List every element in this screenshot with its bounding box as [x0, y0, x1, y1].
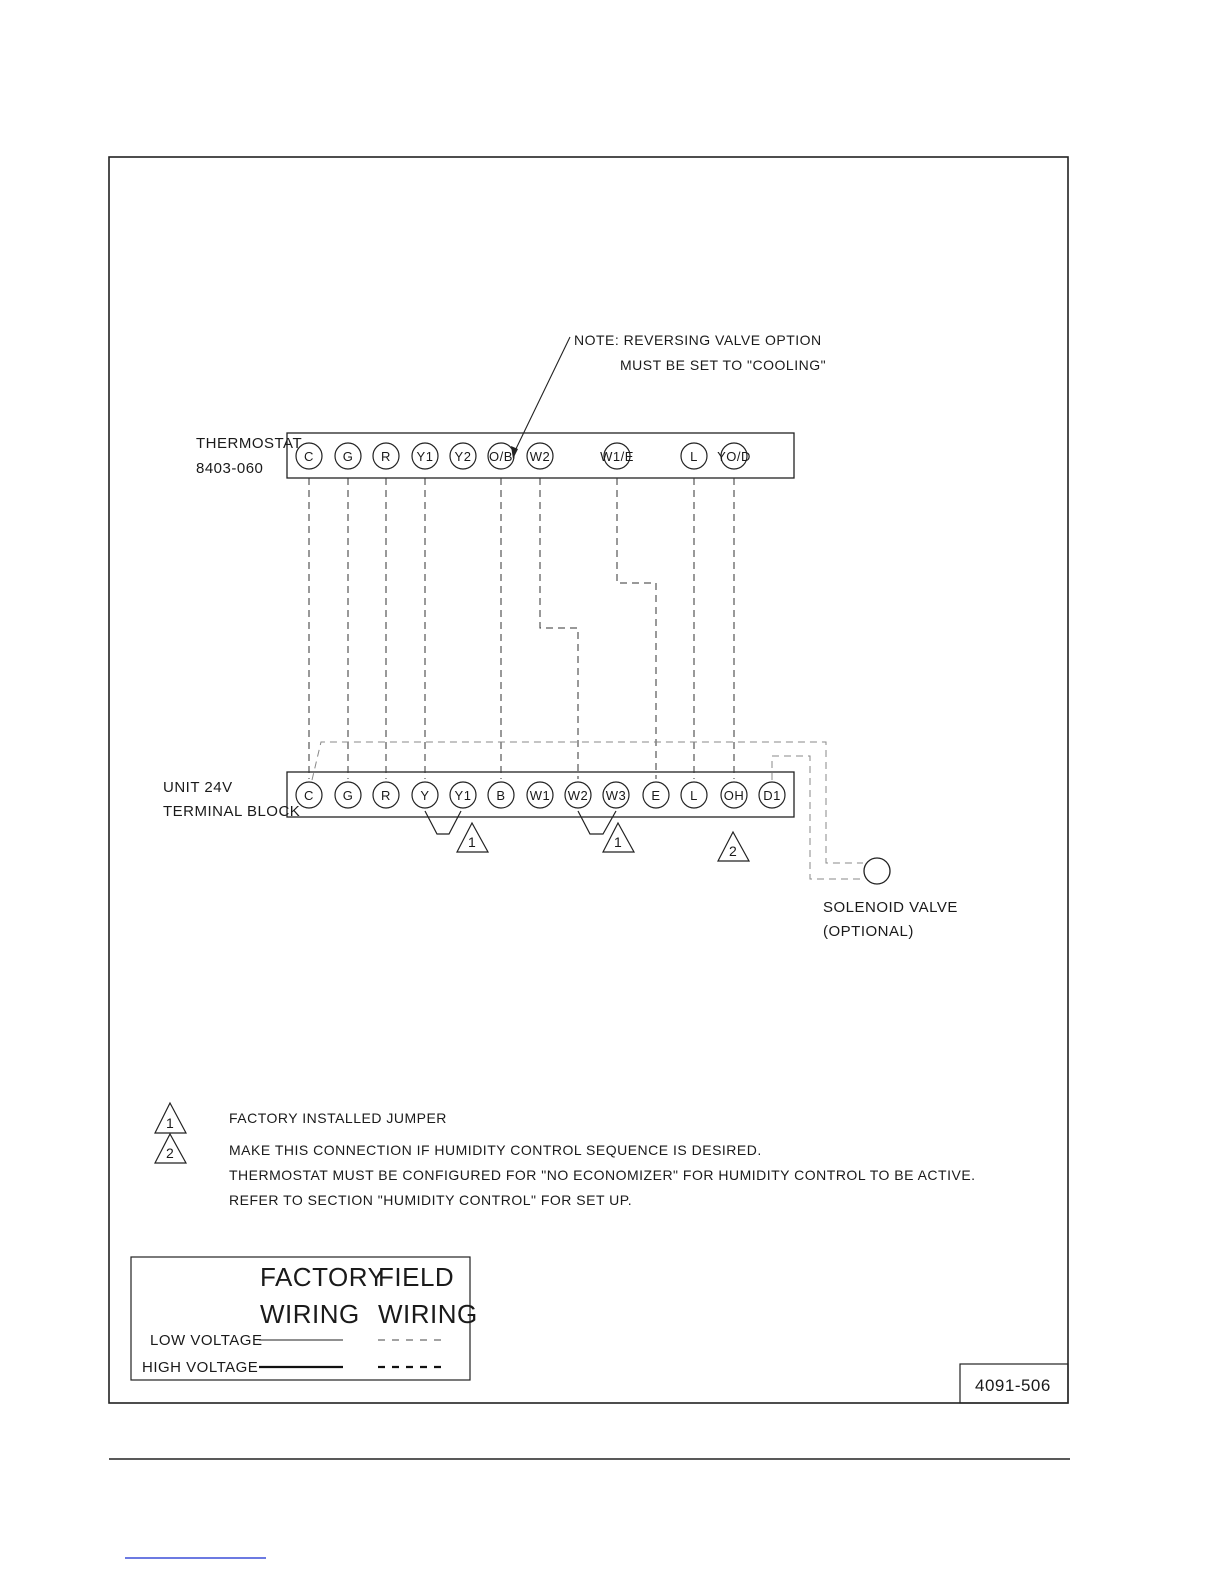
- thermostat-label-1: THERMOSTAT: [196, 435, 303, 452]
- solenoid-label-1: SOLENOID VALVE: [823, 899, 958, 916]
- thermostat-terminals: [296, 443, 751, 469]
- svg-text:1: 1: [614, 834, 623, 850]
- legend-field-2: WIRING: [378, 1299, 478, 1329]
- svg-text:2: 2: [729, 843, 738, 859]
- jumper-y-y1: [425, 811, 461, 834]
- marker-jumper-w2w3: [603, 823, 634, 852]
- svg-text:FACTORY INSTALLED JUMPER: FACTORY INSTALLED JUMPER: [229, 1110, 447, 1126]
- thermostat-terminal-label-y1: Y1: [416, 449, 434, 464]
- unit-terminal-label-w2: W2: [567, 788, 589, 803]
- wire-w1e: [617, 478, 656, 779]
- thermostat-terminal-label-w1e: W1/E: [600, 449, 634, 464]
- thermostat-terminal-label-g: G: [342, 449, 354, 464]
- legend-low-voltage: LOW VOLTAGE: [150, 1332, 263, 1349]
- unit-terminal-label-w1: W1: [529, 788, 551, 803]
- svg-text:REFER TO SECTION "HUMIDITY CON: REFER TO SECTION "HUMIDITY CONTROL" FOR SET UP.: [229, 1192, 633, 1208]
- thermostat-terminal-label-yod: YO/D: [717, 449, 751, 464]
- note-humidity: [155, 1134, 976, 1208]
- unit-terminals: [296, 782, 785, 808]
- legend-factory-2: WIRING: [260, 1299, 360, 1329]
- svg-text:1: 1: [468, 834, 477, 850]
- marker-humidity: [718, 832, 749, 861]
- thermostat-terminal-label-w2: W2: [529, 449, 551, 464]
- unit-terminal-label-b: B: [496, 788, 506, 803]
- jumper-w2-w3: [578, 811, 616, 834]
- legend-factory-1: FACTORY: [260, 1262, 386, 1292]
- unit-terminal-label-d1: D1: [763, 788, 781, 803]
- unit-terminal-label-c: C: [304, 788, 314, 803]
- solenoid-valve-symbol: [864, 858, 890, 884]
- drawing-number: 4091-506: [975, 1376, 1051, 1395]
- thermostat-terminal-label-r: R: [381, 449, 391, 464]
- thermostat-terminal-label-l: L: [690, 449, 698, 464]
- marker-jumper-yy1: [457, 823, 488, 852]
- solenoid-wiring: [312, 742, 863, 879]
- unit-terminal-label-y1: Y1: [454, 788, 472, 803]
- note-line-2: MUST BE SET TO "COOLING": [620, 357, 827, 373]
- unit-terminal-label-oh: OH: [723, 788, 745, 803]
- field-wiring: [309, 478, 734, 779]
- unit-terminal-label-g: G: [342, 788, 354, 803]
- factory-jumpers: [425, 811, 616, 834]
- thermostat-terminal-label-c: C: [304, 449, 314, 464]
- unit-terminal-label-y: Y: [420, 788, 430, 803]
- svg-text:2: 2: [166, 1145, 175, 1161]
- solenoid-label-2: (OPTIONAL): [823, 923, 914, 940]
- unit-label-1: UNIT 24V: [163, 779, 233, 796]
- note-leader-line: [513, 337, 570, 455]
- svg-text:1: 1: [166, 1115, 175, 1131]
- thermostat-terminal-label-ob: O/B: [489, 449, 513, 464]
- unit-terminal-label-w3: W3: [605, 788, 627, 803]
- wire-w2: [540, 478, 578, 779]
- unit-terminal-label-e: E: [651, 788, 661, 803]
- unit-terminal-label-l: L: [690, 788, 698, 803]
- note-jumper: [155, 1103, 447, 1133]
- unit-label-2: TERMINAL BLOCK: [163, 803, 301, 820]
- legend-field-1: FIELD: [378, 1262, 455, 1292]
- legend-high-voltage: HIGH VOLTAGE: [142, 1359, 259, 1376]
- svg-text:MAKE THIS CONNECTION IF HUMIDI: MAKE THIS CONNECTION IF HUMIDITY CONTROL SEQUENCE IS DESIRED.: [229, 1142, 762, 1158]
- note-line-1: NOTE: REVERSING VALVE OPTION: [574, 332, 822, 348]
- thermostat-label-2: 8403-060: [196, 460, 264, 477]
- thermostat-terminal-label-y2: Y2: [454, 449, 472, 464]
- unit-terminal-label-r: R: [381, 788, 391, 803]
- svg-text:THERMOSTAT MUST BE CONFIGURED: THERMOSTAT MUST BE CONFIGURED FOR "NO ECONOMIZER" FOR HUMIDITY CONTROL TO BE ACTIVE.: [229, 1167, 976, 1183]
